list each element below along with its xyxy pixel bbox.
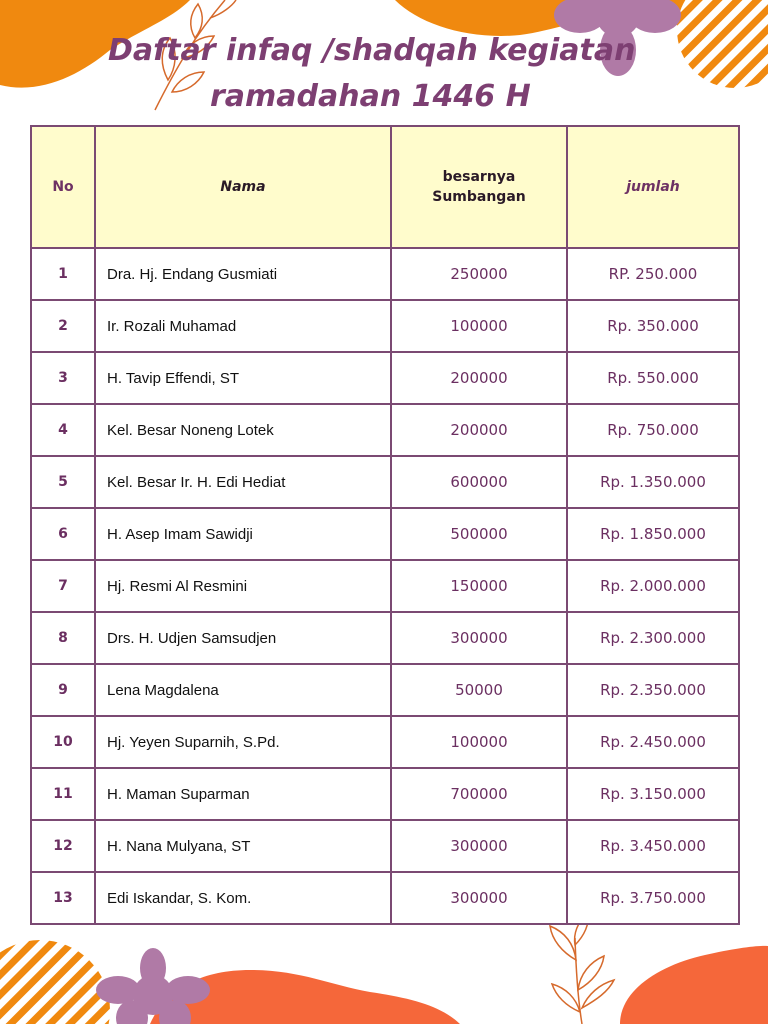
cell-besarnya: 500000 bbox=[391, 508, 567, 560]
cell-besarnya: 150000 bbox=[391, 560, 567, 612]
cell-jumlah: Rp. 2.000.000 bbox=[567, 560, 739, 612]
cell-besarnya: 300000 bbox=[391, 612, 567, 664]
cell-no: 6 bbox=[31, 508, 95, 560]
cell-no: 13 bbox=[31, 872, 95, 924]
table-row bbox=[31, 560, 739, 612]
cell-jumlah: Rp. 1.350.000 bbox=[567, 456, 739, 508]
cell-jumlah: Rp. 550.000 bbox=[567, 352, 739, 404]
table-row bbox=[31, 872, 739, 924]
cell-nama: Kel. Besar Ir. H. Edi Hediat bbox=[95, 456, 391, 508]
header-nama-label: Nama bbox=[220, 179, 266, 195]
cell-no: 5 bbox=[31, 456, 95, 508]
cell-no: 11 bbox=[31, 768, 95, 820]
cell-no: 10 bbox=[31, 716, 95, 768]
cell-besarnya: 200000 bbox=[391, 404, 567, 456]
cell-jumlah: Rp. 2.350.000 bbox=[567, 664, 739, 716]
header-besarnya-label: besarnya Sumbangan bbox=[432, 169, 526, 205]
title-line-1: Daftar infaq /shadqah kegiatan bbox=[108, 33, 636, 68]
cell-besarnya: 600000 bbox=[391, 456, 567, 508]
orange-blob-shape bbox=[620, 946, 768, 1024]
cell-no: 8 bbox=[31, 612, 95, 664]
cell-nama: Hj. Resmi Al Resmini bbox=[95, 560, 391, 612]
cell-nama: Ir. Rozali Muhamad bbox=[95, 300, 391, 352]
header-nama bbox=[95, 126, 391, 248]
cell-besarnya: 200000 bbox=[391, 352, 567, 404]
cell-besarnya: 300000 bbox=[391, 872, 567, 924]
cell-no: 3 bbox=[31, 352, 95, 404]
cell-jumlah: Rp. 3.150.000 bbox=[567, 768, 739, 820]
table-row bbox=[31, 248, 739, 300]
title-line-2: ramadahan 1446 H bbox=[210, 79, 531, 114]
table-row bbox=[31, 768, 739, 820]
cell-jumlah: Rp. 1.850.000 bbox=[567, 508, 739, 560]
cell-jumlah: Rp. 2.300.000 bbox=[567, 612, 739, 664]
cell-nama: Hj. Yeyen Suparnih, S.Pd. bbox=[95, 716, 391, 768]
cell-nama: Kel. Besar Noneng Lotek bbox=[95, 404, 391, 456]
cell-nama: H. Asep Imam Sawidji bbox=[95, 508, 391, 560]
cell-besarnya: 300000 bbox=[391, 820, 567, 872]
header-besarnya bbox=[391, 126, 567, 248]
cell-besarnya: 700000 bbox=[391, 768, 567, 820]
cell-nama: Dra. Hj. Endang Gusmiati bbox=[95, 248, 391, 300]
cell-jumlah: Rp. 3.450.000 bbox=[567, 820, 739, 872]
striped-circle-shape bbox=[0, 940, 110, 1024]
table-row bbox=[31, 404, 739, 456]
cell-jumlah: Rp. 2.450.000 bbox=[567, 716, 739, 768]
header-jumlah: jumlah bbox=[567, 126, 739, 248]
table-row bbox=[31, 456, 739, 508]
cell-jumlah: Rp. 350.000 bbox=[567, 300, 739, 352]
table-row bbox=[31, 820, 739, 872]
cell-jumlah: RP. 250.000 bbox=[567, 248, 739, 300]
cell-no: 2 bbox=[31, 300, 95, 352]
striped-circle-shape bbox=[677, 0, 768, 88]
table-header-row bbox=[31, 126, 739, 248]
cell-no: 7 bbox=[31, 560, 95, 612]
cell-nama: H. Nana Mulyana, ST bbox=[95, 820, 391, 872]
cell-nama: Drs. H. Udjen Samsudjen bbox=[95, 612, 391, 664]
table-row bbox=[31, 716, 739, 768]
cell-besarnya: 250000 bbox=[391, 248, 567, 300]
cell-nama: H. Tavip Effendi, ST bbox=[95, 352, 391, 404]
table-row bbox=[31, 300, 739, 352]
cell-jumlah: Rp. 750.000 bbox=[567, 404, 739, 456]
cell-nama: Lena Magdalena bbox=[95, 664, 391, 716]
cell-nama: Edi Iskandar, S. Kom. bbox=[95, 872, 391, 924]
cell-no: 9 bbox=[31, 664, 95, 716]
cell-no: 1 bbox=[31, 248, 95, 300]
cell-jumlah: Rp. 3.750.000 bbox=[567, 872, 739, 924]
cell-besarnya: 50000 bbox=[391, 664, 567, 716]
leaf-branch-icon bbox=[550, 912, 614, 1024]
cell-besarnya: 100000 bbox=[391, 716, 567, 768]
table-row bbox=[31, 664, 739, 716]
table-row bbox=[31, 352, 739, 404]
donation-table bbox=[30, 125, 740, 925]
cell-besarnya: 100000 bbox=[391, 300, 567, 352]
table-row bbox=[31, 612, 739, 664]
header-no: No bbox=[31, 126, 95, 248]
table-row bbox=[31, 508, 739, 560]
cell-no: 4 bbox=[31, 404, 95, 456]
cell-nama: H. Maman Suparman bbox=[95, 768, 391, 820]
cell-no: 12 bbox=[31, 820, 95, 872]
